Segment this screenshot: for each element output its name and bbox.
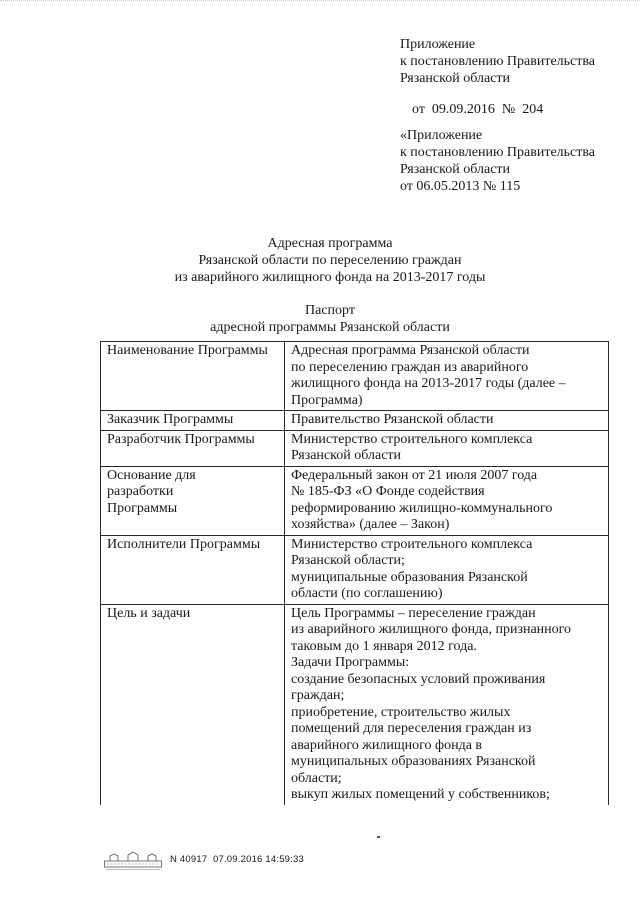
- value-line: области (по соглашению): [291, 586, 443, 601]
- value-line: Федеральный закон от 21 июля 2007 года: [291, 467, 538, 483]
- value-line: муниципальных образованиях Рязанской: [291, 754, 536, 769]
- value-line: помещений для переселения граждан из: [291, 721, 532, 736]
- passport-row-label: [101, 466, 285, 535]
- program-title-line: Адресная программа: [267, 236, 393, 251]
- value-line: Задачи Программы:: [291, 655, 410, 670]
- passport-row-value: [285, 535, 609, 604]
- value-line: муниципальные образования Рязанской: [291, 569, 528, 585]
- passport-row-value: [285, 342, 609, 411]
- value-line: создание безопасных условий проживания: [291, 671, 546, 687]
- passport-row-label: [101, 430, 285, 466]
- value-line: Министерство строительного комплекса: [291, 536, 533, 552]
- label-line: Цель и задачи: [107, 605, 191, 621]
- appendix-line: «Приложение: [400, 128, 483, 143]
- passport-title-line: адресной программы Рязанской области: [210, 320, 450, 335]
- passport-row: [101, 411, 609, 431]
- appendix-date-text: от 09.09.2016 № 204: [412, 102, 544, 117]
- value-line: жилищного фонда на 2013-2017 годы (далее –: [291, 376, 566, 391]
- passport-row-label: [101, 535, 285, 604]
- passport-row: [101, 342, 609, 411]
- value-line: аварийного жилищного фонда в: [291, 737, 483, 753]
- passport-title: [10, 302, 640, 336]
- appendix-line: Рязанской области: [400, 162, 511, 177]
- passport-row: [101, 466, 609, 535]
- passport-row-value: [285, 604, 609, 805]
- registration-stamp-text: N 40917 07.09.2016 14:59:33: [170, 854, 304, 865]
- value-line: граждан;: [291, 688, 345, 703]
- label-line: Наименование Программы: [107, 343, 268, 358]
- value-line: хозяйства» (далее – Закон): [291, 517, 450, 532]
- value-line: реформированию жилищно-коммунального: [291, 500, 553, 516]
- label-line: Программы: [107, 500, 178, 516]
- value-line: Рязанской области: [291, 448, 402, 463]
- label-line: Разработчик Программы: [107, 431, 255, 447]
- value-line: Правительство Рязанской области: [291, 412, 494, 427]
- appendix-line: к постановлению Правительства: [400, 54, 596, 69]
- appendix-line: Приложение: [400, 37, 476, 52]
- program-title-line: Рязанской области по переселению граждан: [198, 253, 462, 268]
- passport-row: [101, 430, 609, 466]
- appendix-current-header: [400, 36, 595, 87]
- value-line: Министерство строительного комплекса: [291, 431, 533, 447]
- passport-table: [100, 341, 609, 805]
- value-line: выкуп жилых помещений у собственников;: [291, 787, 550, 802]
- program-title: [10, 235, 640, 286]
- passport-title-line: Паспорт: [305, 303, 355, 318]
- scan-speck: [377, 836, 380, 838]
- value-line: области;: [291, 770, 342, 786]
- label-line: Основание для: [107, 467, 196, 483]
- passport-row-label: [101, 411, 285, 431]
- appendix-line: Рязанской области: [400, 71, 511, 86]
- label-line: разработки: [107, 484, 174, 499]
- appendix-original-header: [400, 127, 595, 195]
- program-title-line: из аварийного жилищного фонда на 2013-2017 годы: [174, 270, 486, 285]
- value-line: приобретение, строительство жилых: [291, 704, 511, 720]
- value-line: Цель Программы – переселение граждан: [291, 605, 536, 621]
- passport-row-value: [285, 411, 609, 431]
- value-line: Программа): [291, 392, 363, 408]
- label-line: Исполнители Программы: [107, 536, 261, 552]
- value-line: № 185-ФЗ «О Фонде содействия: [291, 484, 485, 499]
- value-line: по переселению граждан из аварийного: [291, 359, 529, 375]
- value-line: таковым до 1 января 2012 года.: [291, 638, 477, 654]
- appendix-line: к постановлению Правительства: [400, 145, 596, 160]
- passport-row-label: [101, 342, 285, 411]
- value-line: Рязанской области;: [291, 553, 405, 568]
- scan-top-edge: [0, 0, 640, 11]
- label-line: Заказчик Программы: [107, 412, 234, 427]
- passport-row-value: [285, 430, 609, 466]
- passport-row-label: [101, 604, 285, 805]
- passport-row: [101, 604, 609, 805]
- value-line: из аварийного жилищного фонда, признанного: [291, 622, 572, 637]
- registry-stamp-logo: [104, 851, 162, 871]
- appendix-date-line: [412, 101, 543, 118]
- appendix-line: от 06.05.2013 № 115: [400, 179, 521, 194]
- value-line: Адресная программа Рязанской области: [291, 343, 530, 358]
- passport-row: [101, 535, 609, 604]
- passport-row-value: [285, 466, 609, 535]
